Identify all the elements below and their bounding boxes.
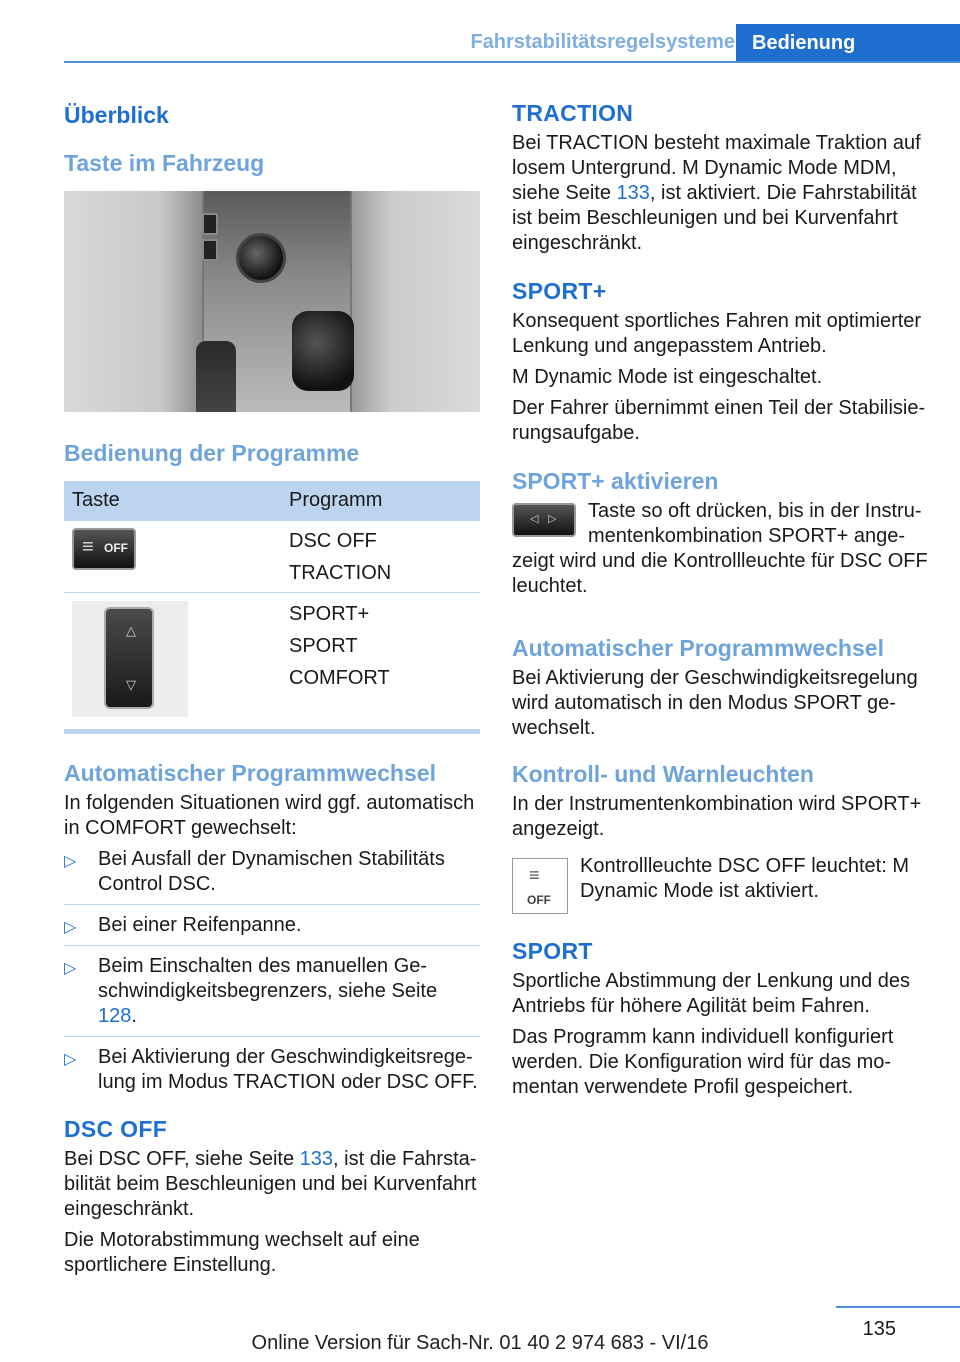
down-arrow-icon: ▽ xyxy=(126,677,136,692)
overview-title: Überblick xyxy=(64,102,169,128)
table-header-taste: Taste xyxy=(72,489,120,511)
auto-program-change-heading: Automatischer Programmwechsel xyxy=(512,635,884,661)
gear-knob-shape xyxy=(236,233,286,283)
page-number: 135 xyxy=(862,1318,896,1340)
traction-paragraph: Bei TRACTION besteht maximale Traktion auf losem Untergrund. M Dynamic Mode MDM, siehe Seite 133, ist aktiviert. Die Fahrstabilität ist beim Beschleunigen und bei Kurvenfahrt eingeschränkt. xyxy=(512,132,921,254)
auto-program-change-text: Bei Aktivierung der Geschwindigkeitsregelung wird automatisch in den Modus SPORT gewechselt. xyxy=(512,667,918,739)
page-number-rule xyxy=(836,1306,960,1308)
bullet-triangle-icon: ▷ xyxy=(64,919,77,936)
indicator-lamps-heading: Kontroll- und Warnleuchten xyxy=(512,761,814,787)
mode-button-image xyxy=(512,503,576,537)
table-row xyxy=(64,521,480,593)
right-column xyxy=(512,100,928,1100)
dsc-off-button-image xyxy=(72,528,136,570)
programs-heading: Bedienung der Programme xyxy=(64,440,360,466)
program-label: SPORT xyxy=(289,635,358,657)
program-label: TRACTION xyxy=(289,562,392,584)
header-chapter-tab: Bedienung xyxy=(736,24,960,62)
table-cell-programs xyxy=(289,598,390,694)
list-item: ▷ Beim Einschalten des manuellen Geschwindigkeitsbegrenzers, siehe Seite 128. xyxy=(64,954,480,1037)
page-header xyxy=(64,24,960,62)
bullet-triangle-icon: ▷ xyxy=(64,853,77,870)
table-header xyxy=(64,481,480,521)
sport-plus-heading: SPORT+ xyxy=(512,278,607,304)
sport-paragraph: Sportliche Abstimmung der Lenkung und des Antriebs für höhere Agilität beim Fahren. xyxy=(512,970,911,1017)
table-cell-programs xyxy=(289,525,391,589)
dsc-off-indicator-icon: ≡ OFF xyxy=(512,858,568,914)
traction-heading: TRACTION xyxy=(512,100,634,126)
mode-rocker-switch-image xyxy=(72,601,188,717)
handbrake-shape xyxy=(196,341,236,412)
list-item: ▷ Bei Ausfall der Dynamischen Stabilitäts Control DSC. xyxy=(64,847,480,905)
programs-table xyxy=(64,481,480,734)
page-link-128[interactable]: 128 xyxy=(98,1005,132,1027)
auto-program-change-text: In folgenden Situationen wird ggf. automatisch in COMFORT gewechselt: xyxy=(64,792,475,839)
program-label: COMFORT xyxy=(289,667,390,689)
indicator-lamp-description: Kontrollleuchte DSC OFF leuchtet: M Dynamic Mode ist aktiviert. xyxy=(580,855,910,902)
bullet-triangle-icon: ▷ xyxy=(64,1051,77,1068)
left-arrow-icon: ◁ xyxy=(530,513,539,525)
indicator-lamps-text: In der Instrumentenkombination wird SPORT+ angezeigt. xyxy=(512,793,922,840)
program-label: SPORT+ xyxy=(289,603,370,625)
auto-program-change-heading: Automatischer Programmwechsel xyxy=(64,760,436,786)
bullet-triangle-icon: ▷ xyxy=(64,960,77,977)
console-switch-shape xyxy=(202,213,218,235)
center-console-photo xyxy=(64,191,480,412)
button-in-vehicle-heading: Taste im Fahrzeug xyxy=(64,150,265,176)
footer-version-text: Online Version für Sach-Nr. 01 40 2 974 683 - VI/16 xyxy=(251,1332,709,1354)
controller-knob-shape xyxy=(292,311,354,391)
header-section-title: Fahrstabilitätsregelsysteme xyxy=(470,31,735,53)
sport-paragraph: Das Programm kann individuell konfiguriert werden. Die Konfiguration wird für das momentan verwendete Profil gespeichert. xyxy=(512,1026,894,1098)
header-divider xyxy=(64,61,960,63)
up-arrow-icon: △ xyxy=(126,623,136,638)
sport-plus-paragraph: Der Fahrer übernimmt einen Teil der Stabilisierungsaufgabe. xyxy=(512,397,926,444)
page-link-133[interactable]: 133 xyxy=(616,182,650,204)
list-item: ▷ Bei Aktivierung der Geschwindigkeitsregelung im Modus TRACTION oder DSC OFF. xyxy=(64,1046,478,1093)
table-row xyxy=(64,593,480,721)
sport-plus-paragraph: M Dynamic Mode ist eingeschaltet. xyxy=(512,366,823,388)
right-arrow-icon: ▷ xyxy=(548,513,557,525)
page-link-133[interactable]: 133 xyxy=(299,1148,334,1170)
passenger-seat-shape xyxy=(350,191,480,412)
list-item: ▷ Bei einer Reifenpanne. xyxy=(64,913,480,946)
situations-list xyxy=(64,847,480,1102)
left-column xyxy=(64,100,480,1278)
sport-plus-activate-heading: SPORT+ aktivieren xyxy=(512,468,719,494)
button-off-label: OFF xyxy=(104,541,128,555)
engine-tuning-paragraph: Die Motorabstimmung wechselt auf eine sportlichere Einstellung. xyxy=(64,1229,420,1276)
car-skid-icon: ≡ xyxy=(82,536,94,558)
driver-seat-shape xyxy=(64,191,204,412)
table-header-programm: Programm xyxy=(289,489,383,511)
console-switch-shape xyxy=(202,239,218,261)
dsc-off-heading: DSC OFF xyxy=(64,1116,168,1142)
sport-plus-activate-text: Taste so oft drücken, bis in der Instrumentenkombination SPORT+ angezeigt wird und die Kontrollleuchte für DSC OFF leuchtet. xyxy=(512,500,928,597)
sport-plus-paragraph: Konsequent sportliches Fahren mit optimierter Lenkung und angepasstem Antrieb. xyxy=(512,310,922,357)
dsc-off-paragraph: Bei DSC OFF, siehe Seite 133, ist die Fahrstabilität beim Beschleunigen und bei Kurvenfahrt eingeschränkt. xyxy=(64,1148,477,1220)
program-label: DSC OFF xyxy=(289,530,377,552)
sport-heading: SPORT xyxy=(512,938,593,964)
